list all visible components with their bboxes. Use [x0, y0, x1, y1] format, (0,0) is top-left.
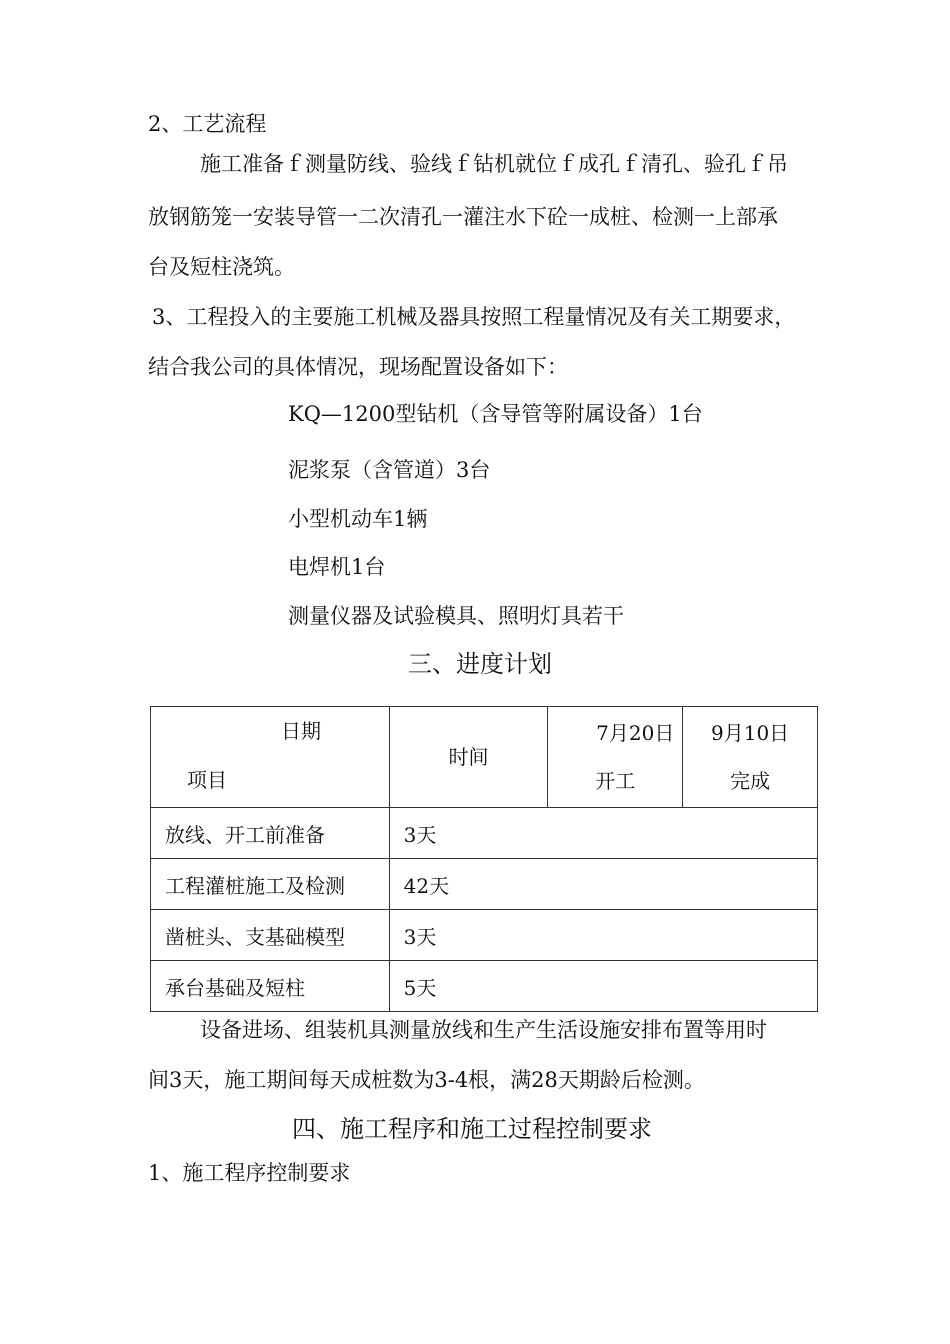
- duration-cell: 3天: [389, 808, 817, 859]
- schedule-note-line-2: 间3天，施工期间每天成桩数为3-4根，满28天期龄后检测。: [148, 1068, 705, 1092]
- section-4-heading: 四、施工程序和施工过程控制要求: [292, 1115, 652, 1143]
- time-header-cell: [389, 707, 548, 808]
- item-cell: 工程灌桩施工及检测: [151, 859, 390, 910]
- item-label: 项目: [187, 768, 227, 792]
- process-flow-line-1: 施工准备ｆ测量防线、验线ｆ钻机就位ｆ成孔ｆ清孔、验孔ｆ吊: [200, 152, 788, 176]
- section-2-heading: 2、工艺流程: [148, 112, 267, 136]
- schedule-table: [150, 706, 818, 1012]
- end-label: 完成: [730, 769, 771, 793]
- start-date-cell: [548, 707, 683, 808]
- diagonal-header-cell: [151, 707, 390, 808]
- section-3-line-2: 结合我公司的具体情况，现场配置设备如下：: [148, 355, 568, 379]
- table-row: [151, 961, 818, 1012]
- duration-cell: 42天: [389, 859, 817, 910]
- equipment-item: 测量仪器及试验模具、照明灯具若干: [288, 604, 624, 628]
- date-label: 日期: [281, 719, 321, 743]
- schedule-note-line-1: 设备进场、组装机具测量放线和生产生活设施安排布置等用时: [200, 1018, 767, 1042]
- duration-cell: 3天: [389, 910, 817, 961]
- time-label: 时间: [448, 745, 489, 769]
- end-date-cell: [683, 707, 818, 808]
- item-cell: 承台基础及短柱: [151, 961, 390, 1012]
- table-row: [151, 859, 818, 910]
- schedule-header-row: [151, 707, 818, 808]
- equipment-item: 小型机动车1辆: [288, 507, 428, 531]
- equipment-item: 电焊机1台: [288, 555, 386, 579]
- section-4-subheading: 1、施工程序控制要求: [148, 1161, 351, 1185]
- item-cell: 凿桩头、支基础模型: [151, 910, 390, 961]
- start-date: 7月20日: [596, 721, 675, 745]
- duration-cell: 5天: [389, 961, 817, 1012]
- process-flow-line-3: 台及短柱浇筑。: [148, 255, 295, 279]
- equipment-item: KQ—1200型钻机（含导管等附属设备）1台: [288, 402, 703, 426]
- table-row: [151, 910, 818, 961]
- section-3-line-1: 3、工程投入的主要施工机械及器具按照工程量情况及有关工期要求，: [152, 305, 796, 329]
- end-date: 9月10日: [711, 721, 790, 745]
- start-label: 开工: [595, 769, 636, 793]
- equipment-item: 泥浆泵（含管道）3台: [288, 458, 491, 482]
- process-flow-line-2: 放钢筋笼一安装导管一二次清孔一灌注水下砼一成桩、检测一上部承: [148, 205, 778, 229]
- schedule-heading: 三、进度计划: [408, 650, 552, 678]
- table-row: [151, 808, 818, 859]
- item-cell: 放线、开工前准备: [151, 808, 390, 859]
